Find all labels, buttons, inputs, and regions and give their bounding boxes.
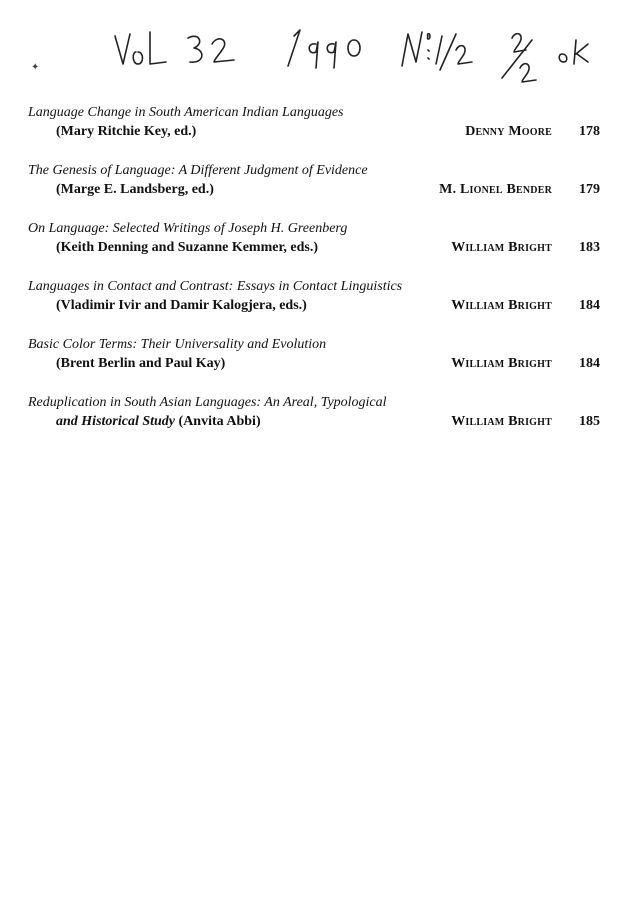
entry-editor: (Marge E. Landsberg, ed.) <box>56 182 214 197</box>
entry-title: Language Change in South American Indian Languages <box>28 105 344 120</box>
entry-title: Languages in Contact and Contrast: Essays in Contact Linguistics <box>28 279 403 294</box>
entry-page: 183 <box>579 240 600 255</box>
entry-reviewer: M. Lionel Bender <box>439 182 552 197</box>
entry-subline <box>28 238 600 257</box>
list-item <box>28 161 600 199</box>
entry-title: The Genesis of Language: A Different Judgment of Evidence <box>28 163 368 178</box>
handwritten-annotation <box>110 22 610 92</box>
entry-editor: (Anvita Abbi) <box>178 414 261 429</box>
entry-page: 185 <box>579 414 600 429</box>
list-item <box>28 277 600 315</box>
entry-subline <box>28 354 600 373</box>
entry-editor: (Brent Berlin and Paul Kay) <box>56 356 226 371</box>
entry-subline <box>28 412 600 431</box>
list-item <box>28 103 600 141</box>
entry-editor: (Vladimir Ivir and Damir Kalogjera, eds.) <box>56 298 307 313</box>
stray-mark: ✦ <box>31 62 40 73</box>
entry-reviewer: Denny Moore <box>465 124 552 139</box>
entry-page: 179 <box>579 182 600 197</box>
list-item <box>28 219 600 257</box>
list-item <box>28 393 600 431</box>
entry-page: 178 <box>579 124 600 139</box>
entry-subline <box>28 296 600 315</box>
entry-page: 184 <box>579 356 600 371</box>
entry-reviewer: William Bright <box>451 356 552 371</box>
entry-editor: (Keith Denning and Suzanne Kemmer, eds.) <box>56 240 319 255</box>
entry-title: On Language: Selected Writings of Joseph H. Greenberg <box>28 221 348 236</box>
entry-title: Reduplication in South Asian Languages: An Areal, Typological <box>28 395 387 410</box>
entry-page: 184 <box>579 298 600 313</box>
entry-reviewer: William Bright <box>451 414 552 429</box>
entry-title: Basic Color Terms: Their Universality and Evolution <box>28 337 327 352</box>
list-item <box>28 335 600 373</box>
handwriting-drawing <box>110 22 610 92</box>
entry-subline <box>28 180 600 199</box>
entry-editor: (Mary Ritchie Key, ed.) <box>56 124 197 139</box>
entry-subline <box>28 122 600 141</box>
entry-title-continued: and Historical Study <box>56 414 176 429</box>
entry-reviewer: William Bright <box>451 240 552 255</box>
contents-list <box>28 103 600 451</box>
entry-reviewer: William Bright <box>451 298 552 313</box>
